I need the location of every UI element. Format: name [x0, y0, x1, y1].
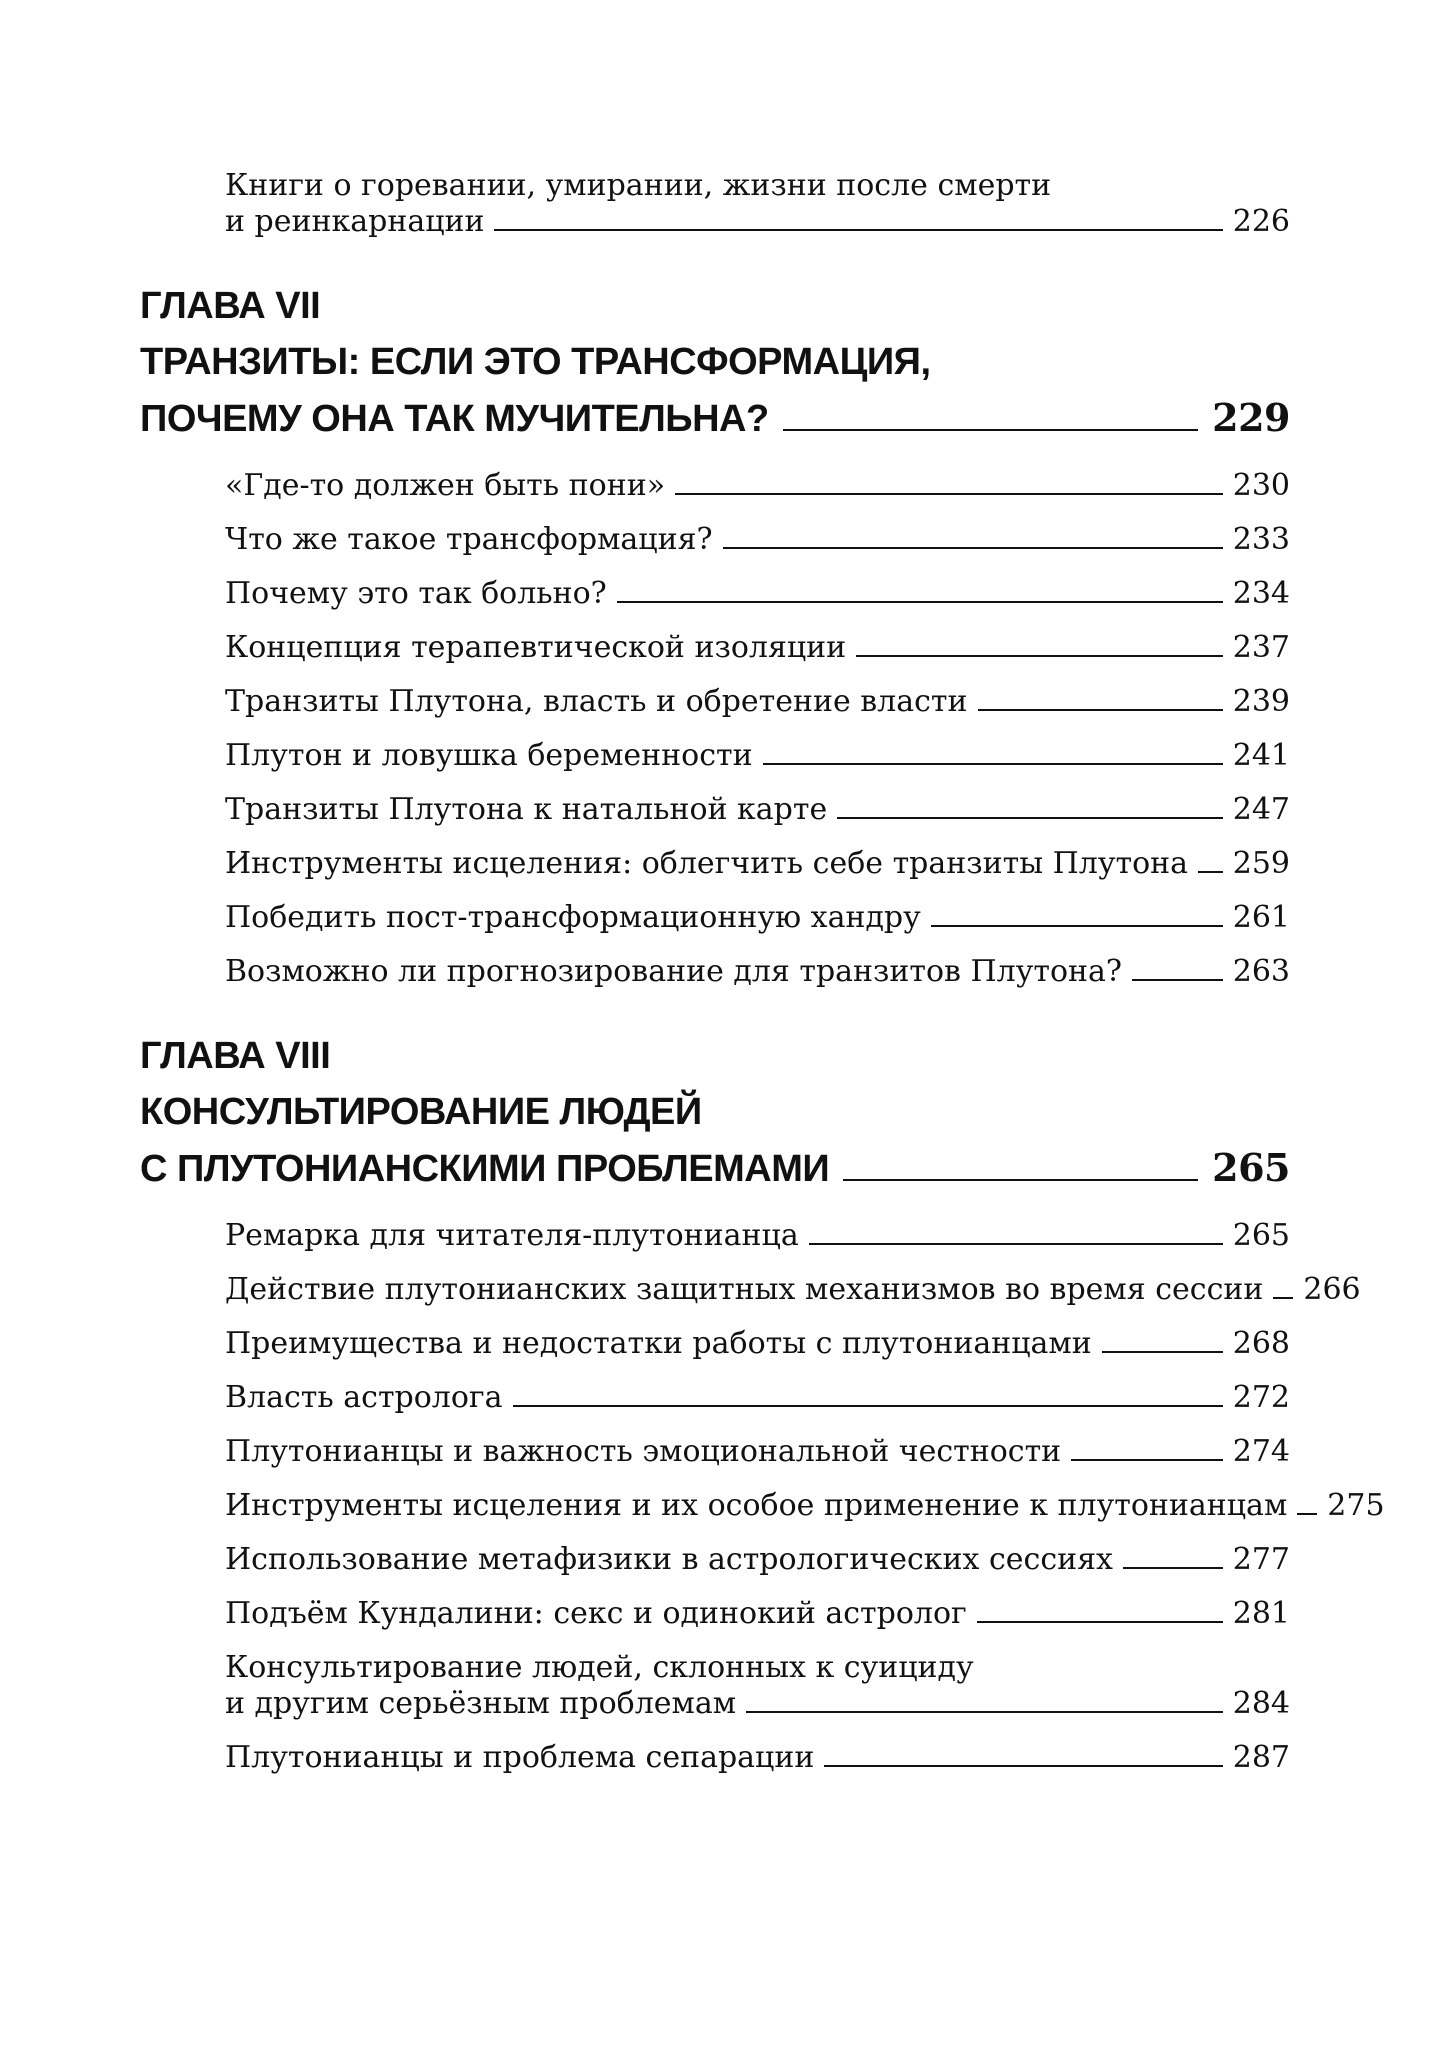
toc-entry[interactable]	[225, 846, 1290, 882]
toc-entry[interactable]	[225, 1596, 1290, 1632]
dot-leader	[783, 391, 1198, 431]
toc-entry[interactable]	[225, 1326, 1290, 1362]
dot-leader	[977, 1597, 1223, 1623]
toc-entry-text: Действие плутонианских защитных механизмов во время сессии	[225, 1272, 1264, 1307]
toc-entry-text: Ремарка для читателя-плутонианца	[225, 1218, 799, 1253]
toc-entry[interactable]	[225, 1488, 1385, 1524]
dot-leader	[1123, 1543, 1223, 1569]
toc-entry[interactable]	[225, 1434, 1290, 1470]
toc-page-number: 274	[1232, 1434, 1290, 1469]
dot-leader	[843, 1141, 1198, 1181]
toc-page-number: 259	[1232, 846, 1290, 881]
chapter-title: ТРАНЗИТЫ: ЕСЛИ ЭТО ТРАНСФОРМАЦИЯ,	[140, 341, 931, 383]
toc-entry[interactable]	[225, 1542, 1290, 1578]
dot-leader	[746, 1687, 1223, 1713]
toc-entry[interactable]	[225, 168, 1290, 240]
toc-entry[interactable]	[225, 522, 1290, 558]
toc-page-number: 287	[1232, 1740, 1290, 1775]
toc-page-number: 241	[1232, 738, 1290, 773]
chapter-page-number: 265	[1212, 1145, 1290, 1190]
toc-entry-text: Консультирование людей, склонных к суициду	[225, 1650, 974, 1685]
toc-entry[interactable]	[225, 738, 1290, 774]
chapter-heading[interactable]	[140, 1028, 1290, 1196]
toc-entry-text: Плутонианцы и важность эмоциональной честности	[225, 1434, 1062, 1469]
toc-page-number: 272	[1232, 1380, 1290, 1415]
toc-page-number: 234	[1232, 576, 1290, 611]
toc-entry-text: Инструменты исцеления: облегчить себе транзиты Плутона	[225, 846, 1189, 881]
dot-leader	[763, 739, 1223, 765]
toc-page-number: 226	[1232, 204, 1290, 239]
toc-page-number: 239	[1232, 684, 1290, 719]
toc-page-number: 284	[1232, 1686, 1290, 1721]
toc-entry[interactable]	[225, 1740, 1290, 1776]
toc-page-number: 263	[1232, 954, 1290, 989]
chapter-title: ПОЧЕМУ ОНА ТАК МУЧИТЕЛЬНА?	[140, 398, 769, 440]
toc-entry-text: и другим серьёзным проблемам	[225, 1686, 737, 1721]
toc-page-number: 268	[1232, 1326, 1290, 1361]
dot-leader	[1132, 955, 1223, 981]
toc-page-number: 281	[1232, 1596, 1290, 1631]
chapter-label: ГЛАВА VII	[140, 285, 321, 327]
toc-entry[interactable]	[225, 468, 1290, 504]
dot-leader	[1071, 1435, 1223, 1461]
toc-entry-text: Транзиты Плутона, власть и обретение власти	[225, 684, 968, 719]
toc-entry[interactable]	[225, 792, 1290, 828]
toc-entry-text: Книги о горевании, умирании, жизни после смерти	[225, 168, 1052, 203]
toc-entry-text: Возможно ли прогнозирование для транзитов Плутона?	[225, 954, 1122, 989]
toc-page-number: 247	[1232, 792, 1290, 827]
toc-entry-text: Победить пост-трансформационную хандру	[225, 900, 921, 935]
toc-entry[interactable]	[225, 1272, 1361, 1308]
toc-entry-text: Плутон и ловушка беременности	[225, 738, 753, 773]
toc-entry-text: Почему это так больно?	[225, 576, 607, 611]
dot-leader	[931, 901, 1223, 927]
toc-page-number: 230	[1232, 468, 1290, 503]
toc-page-number: 277	[1232, 1542, 1290, 1577]
toc-entry[interactable]	[225, 1650, 1290, 1722]
toc-entry[interactable]	[225, 900, 1290, 936]
dot-leader	[856, 631, 1223, 657]
dot-leader	[675, 469, 1223, 495]
chapter-label: ГЛАВА VIII	[140, 1035, 331, 1077]
toc-entry-text: «Где-то должен быть пони»	[225, 468, 666, 503]
chapter-page-number: 229	[1212, 395, 1290, 440]
toc-entry-text: Транзиты Плутона к натальной карте	[225, 792, 828, 827]
dot-leader	[617, 577, 1223, 603]
toc-entry-text: Преимущества и недостатки работы с плутонианцами	[225, 1326, 1092, 1361]
toc-entry[interactable]	[225, 630, 1290, 666]
dot-leader	[1198, 847, 1223, 873]
toc-entry[interactable]	[225, 1380, 1290, 1416]
dot-leader	[809, 1219, 1223, 1245]
chapter-title: С ПЛУТОНИАНСКИМИ ПРОБЛЕМАМИ	[140, 1148, 830, 1190]
toc-page-number: 275	[1327, 1488, 1385, 1523]
toc-page-number: 266	[1303, 1272, 1361, 1307]
toc-page-number: 265	[1232, 1218, 1290, 1253]
chapter-title: КОНСУЛЬТИРОВАНИЕ ЛЮДЕЙ	[140, 1091, 702, 1133]
dot-leader	[1273, 1273, 1293, 1299]
toc-entry[interactable]	[225, 576, 1290, 612]
toc-page-number: 261	[1232, 900, 1290, 935]
dot-leader	[837, 793, 1223, 819]
toc-entry[interactable]	[225, 1218, 1290, 1254]
toc-entry-text: Концепция терапевтической изоляции	[225, 630, 847, 665]
toc-entry[interactable]	[225, 954, 1290, 990]
dot-leader	[824, 1741, 1222, 1767]
toc-entry-text: и реинкарнации	[225, 204, 485, 239]
toc-page-number: 233	[1232, 522, 1290, 557]
dot-leader	[494, 205, 1222, 231]
dot-leader	[978, 685, 1223, 711]
dot-leader	[1297, 1489, 1317, 1515]
chapter-heading[interactable]	[140, 278, 1290, 446]
toc-entry-text: Плутонианцы и проблема сепарации	[225, 1740, 815, 1775]
dot-leader	[1102, 1327, 1223, 1353]
toc-entry-text: Инструменты исцеления и их особое применение к плутонианцам	[225, 1488, 1288, 1523]
toc-page-number: 237	[1232, 630, 1290, 665]
toc-entry-text: Власть астролога	[225, 1380, 503, 1415]
dot-leader	[513, 1381, 1223, 1407]
dot-leader	[723, 523, 1223, 549]
toc-entry-text: Использование метафизики в астрологических сессиях	[225, 1542, 1113, 1577]
toc-entry-text: Что же такое трансформация?	[225, 522, 713, 557]
toc-entry-text: Подъём Кундалини: секс и одинокий астролог	[225, 1596, 967, 1631]
toc-entry[interactable]	[225, 684, 1290, 720]
table-of-contents	[140, 168, 1385, 1794]
